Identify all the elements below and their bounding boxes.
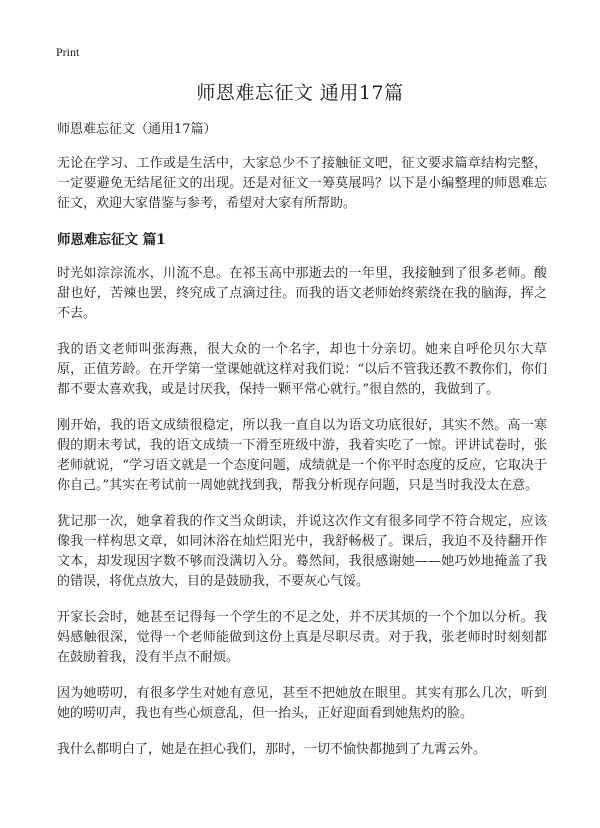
body-paragraph: 开家长会时，她甚至记得每一个学生的不足之处，并不厌其烦的一个个加以分析。我妈感触很深，觉得一个老师能做到这份上真是尽职尽责。对于我，张老师时时刻刻都在鼓励着我，没有半点不耐烦。 xyxy=(57,610,547,665)
intro-paragraph: 无论在学习、工作或是生活中，大家总少不了接触征文吧，征文要求篇章结构完整，一定要避免无结尾征文的出现。还是对征文一筹莫展吗？以下是小编整理的师恩难忘征文，欢迎大家借鉴与参考，希望对大家有所帮助。 xyxy=(57,156,547,211)
body-paragraph: 我的语文老师叫张海燕，很大众的一个名字，却也十分亲切。她来自呼伦贝尔大草原，正值芳龄。在开学第一堂课她就这样对我们说：“以后不管我还教不教你们，你们都不要太喜欢我，或是讨厌我，保持一颗平常心就行。”很自然的，我做到了。 xyxy=(57,342,547,397)
body-paragraph: 时光如淙淙流水，川流不息。在祁玉高中那逝去的一年里，我接触到了很多老师。酸甜也好，苦辣也罢，终究成了点滴过往。而我的语文老师始终萦绕在我的脑海，挥之不去。 xyxy=(57,266,547,321)
document-subtitle: 师恩难忘征文（通用17篇） xyxy=(57,122,217,137)
body-paragraph: 我什么都明白了，她是在担心我们，那时，一切不愉快都抛到了九霄云外。 xyxy=(57,742,487,757)
body-paragraph: 犹记那一次，她拿着我的作文当众朗读，并说这次作文有很多同学不符合规定，应该像我一样构思文章，如同沐浴在灿烂阳光中，我舒畅极了。课后，我迫不及待翻开作文本，却发现因字数不够而没满切入分。蓦然间，我很感谢她——她巧妙地掩盖了我的错误，将优点放大，目的是鼓励我，不要灰心气馁。 xyxy=(57,514,547,589)
print-link[interactable]: Print xyxy=(56,45,80,59)
document-title: 师恩难忘征文 通用17篇 xyxy=(196,82,404,104)
body-paragraph: 因为她唠叨，有很多学生对她有意见，甚至不把她放在眼里。其实有那么几次，听到她的唠叨声，我也有些心烦意乱，但一抬头，正好迎面看到她焦灼的脸。 xyxy=(57,686,547,721)
section-heading: 师恩难忘征文 篇1 xyxy=(57,232,166,248)
body-paragraph: 刚开始，我的语文成绩很稳定，所以我一直自以为语文功底很好，其实不然。高一寒假的期末考试，我的语文成绩一下滑至班级中游，我着实吃了一惊。评讲试卷时，张老师就说，“学习语文就是一个态度问题，成绩就是一个你平时态度的反应，它取决于你自己。”其实在考试前一周她就找到我，帮我分析现存问题，只是当时我没太在意。 xyxy=(57,418,547,493)
document-body xyxy=(57,120,547,776)
